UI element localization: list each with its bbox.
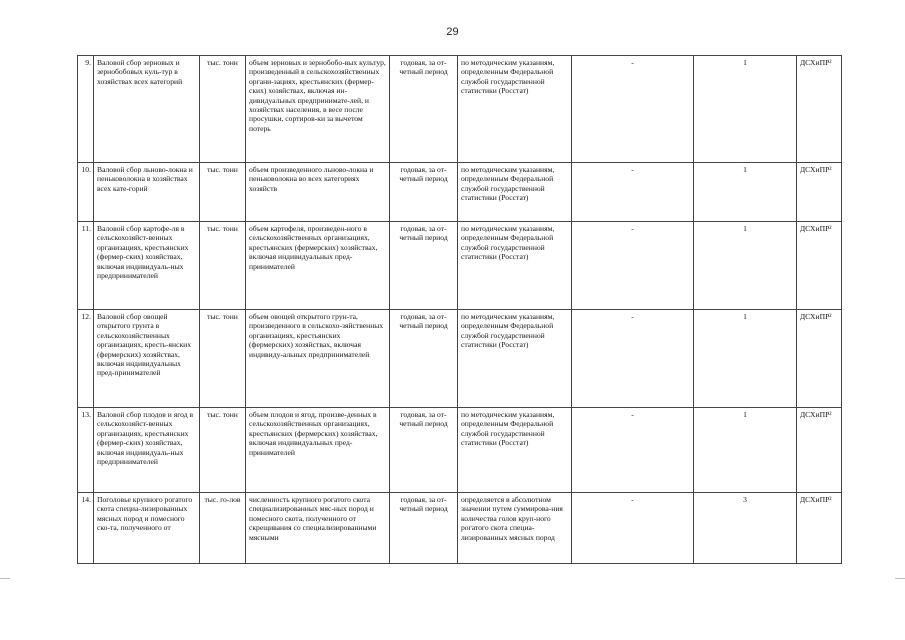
- period-cell: годовая, за от-четный период: [390, 493, 458, 564]
- definition-cell: объем произведенного льново-локна и пеньковолокна во всех категориях хозяйств: [246, 163, 390, 222]
- table-row: [78, 310, 842, 408]
- value-cell: 1: [694, 222, 797, 310]
- unit-cell: тыс. го-лов: [200, 493, 246, 564]
- table-row: [78, 493, 842, 564]
- unit-cell: тыс. тонн: [200, 56, 246, 163]
- dash-cell: -: [572, 56, 694, 163]
- indicator-name: Валовой сбор картофе-ля в сельскохозяйст-венных организациях, крестьянских (фермер-ских) хозяйствах, включая индивидуаль-ных предпринимателей: [94, 222, 200, 310]
- right-edge-mark: [895, 578, 905, 579]
- row-number: 12.: [78, 310, 94, 408]
- value-cell: 1: [694, 408, 797, 493]
- org-cell: ДСХиПР²: [797, 408, 842, 493]
- unit-cell: тыс. тонн: [200, 163, 246, 222]
- indicator-name: Валовой сбор зерновых и зернобобовых куль-тур в хозяйствах всех категорий: [94, 56, 200, 163]
- row-number: 9.: [78, 56, 94, 163]
- value-cell: 1: [694, 56, 797, 163]
- row-number: 13.: [78, 408, 94, 493]
- definition-cell: объем картофеля, произведен-ного в сельскохозяйственных организациях, крестьянских (фермерских) хозяйствах, включая индивидуальных пред-принимателей: [246, 222, 390, 310]
- indicator-name: Валовой сбор овощей открытого грунта в сельскохозяйственных организациях, кресть-янских (фермерских) хозяйствах, включая индивидуальных пред-принимателей: [94, 310, 200, 408]
- method-cell: по методическим указаниям, определенным Федеральной службой государственной статистики (Росстат): [458, 222, 572, 310]
- dash-cell: -: [572, 493, 694, 564]
- row-number: 10.: [78, 163, 94, 222]
- method-cell: определяется в абсолютном значении путем суммирова-ния количества голов круп-ного рогатого скота специа-лизированных мясных пород: [458, 493, 572, 564]
- org-cell: ДСХиПР²: [797, 310, 842, 408]
- indicators-table: [77, 55, 842, 564]
- dash-cell: -: [572, 222, 694, 310]
- method-cell: по методическим указаниям, определенным Федеральной службой государственной статистики (Росстат): [458, 408, 572, 493]
- table-row: [78, 163, 842, 222]
- period-cell: годовая, за от-четный период: [390, 222, 458, 310]
- unit-cell: тыс. тонн: [200, 310, 246, 408]
- period-cell: годовая, за от-четный период: [390, 56, 458, 163]
- value-cell: 3: [694, 493, 797, 564]
- org-cell: ДСХиПР²: [797, 163, 842, 222]
- page-number: 29: [446, 26, 459, 38]
- dash-cell: -: [572, 163, 694, 222]
- value-cell: 1: [694, 310, 797, 408]
- method-cell: по методическим указаниям, определенным Федеральной службой государственной статистики (Росстат): [458, 310, 572, 408]
- method-cell: по методическим указаниям, определенным Федеральной службой государственной статистики (Росстат): [458, 56, 572, 163]
- table-row: [78, 222, 842, 310]
- period-cell: годовая, за от-четный период: [390, 408, 458, 493]
- unit-cell: тыс. тонн: [200, 408, 246, 493]
- indicator-name: Поголовье крупного рогатого скота специа-лизированных мясных пород и помесного ско-та, полученного от: [94, 493, 200, 564]
- table-row: [78, 408, 842, 493]
- method-cell: по методическим указаниям, определенным Федеральной службой государственной статистики (Росстат): [458, 163, 572, 222]
- org-cell: ДСХиПР²: [797, 493, 842, 564]
- org-cell: ДСХиПР²: [797, 222, 842, 310]
- left-edge-mark: [0, 578, 10, 579]
- value-cell: 1: [694, 163, 797, 222]
- period-cell: годовая, за от-четный период: [390, 163, 458, 222]
- definition-cell: объем зерновых и зернобобо-вых культур, произведенный в сельскохозяйственных органи-зациях, крестьянских (фермер-ских) хозяйствах, включая ин-дивидуальных предпринимате-лей, и хозяйствах населения, в весе после просушки, сортиров-ки за вычетом потерь: [246, 56, 390, 163]
- definition-cell: объем плодов и ягод, произве-денных в сельскохозяйственных организациях, крестьянских (фермерских) хозяйствах, включая индивидуальных пред-принимателей: [246, 408, 390, 493]
- indicator-name: Валовой сбор плодов и ягод в сельскохозяйст-венных организациях, крестьянских (фермер-ских) хозяйствах, включая индивидуаль-ных предпринимателей: [94, 408, 200, 493]
- org-cell: ДСХиПР²: [797, 56, 842, 163]
- period-cell: годовая, за от-четный период: [390, 310, 458, 408]
- row-number: 14.: [78, 493, 94, 564]
- definition-cell: численность крупного рогатого скота специализированных мяс-ных пород и помесного скота, полученного от скрещивания со специализированными мясными: [246, 493, 390, 564]
- definition-cell: объем овощей открытого грун-та, произведенного в сельскохо-зяйственных организациях, крестьянских (фермерских) хозяйствах, включая индивиду-альных предпринимателей: [246, 310, 390, 408]
- dash-cell: -: [572, 310, 694, 408]
- table-row: [78, 56, 842, 163]
- dash-cell: -: [572, 408, 694, 493]
- indicator-name: Валовой сбор льново-локна и пеньковолокна в хозяйствах всех кате-горий: [94, 163, 200, 222]
- unit-cell: тыс. тонн: [200, 222, 246, 310]
- row-number: 11.: [78, 222, 94, 310]
